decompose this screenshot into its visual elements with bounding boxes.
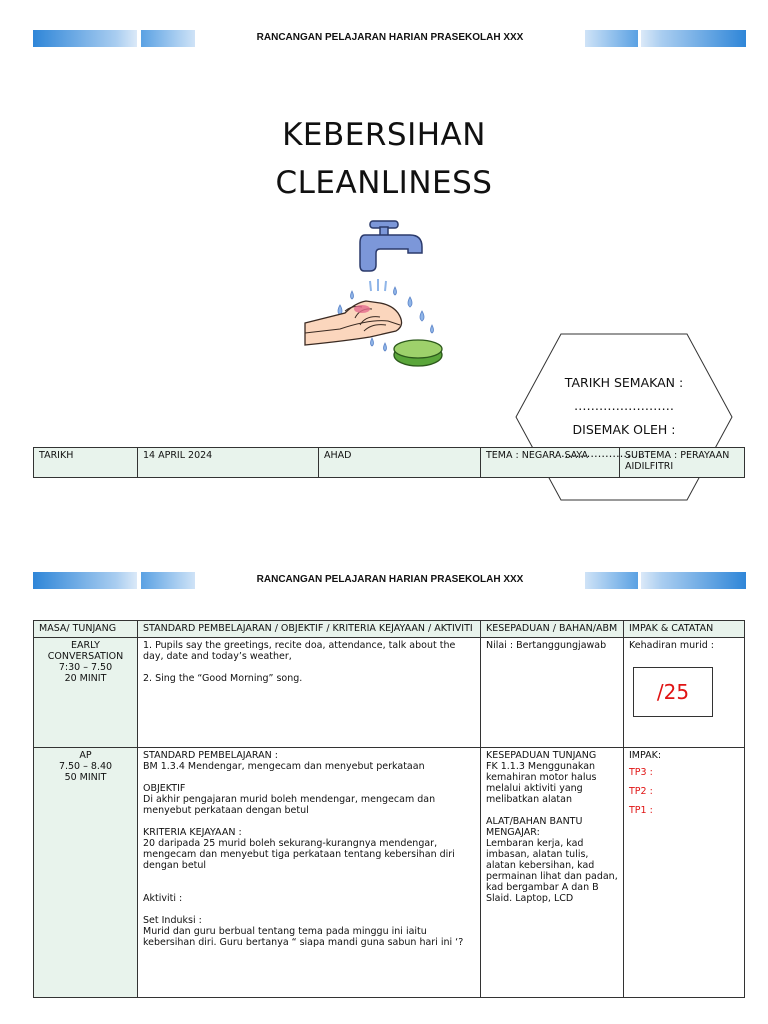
bahan-text: Lembaran kerja, kad imbasan, alatan tulis, alatan kebersihan, kad permainan lihat dan padan, kad bergambar A dan B Slaid. Laptop, LCD — [486, 838, 618, 904]
objektif-text: Di akhir pengajaran murid boleh mendengar, mengecam dan menyebut perkataan dengan betul — [143, 794, 436, 816]
subtema-cell: SUBTEMA : PERAYAAN AIDILFITRI — [620, 448, 745, 478]
tarikh-label-cell: TARIKH — [34, 448, 138, 478]
plan-header-row — [34, 621, 745, 638]
header-bar-left-small — [141, 30, 195, 47]
activity-text: 1. Pupils say the greetings, recite doa, attendance, talk about the day, date and today’s weather, — [143, 640, 456, 662]
header-bar-right-small-2 — [585, 572, 638, 589]
masa-line: CONVERSATION — [47, 651, 124, 662]
kehadiran-value: /25 — [656, 680, 690, 704]
page2-header-title: RANCANGAN PELAJARAN HARIAN PRASEKOLAH XXX — [256, 574, 524, 585]
masa-early-cell — [34, 638, 138, 748]
header-bar-left-2 — [33, 572, 137, 589]
kriteria-text: 20 daripada 25 murid boleh sekurang-kurangnya mendengar, mengecam dan menyebut tiga perkataan tentang kebersihan diri dengan betul — [143, 838, 455, 871]
kesepaduan-ap-cell — [481, 748, 624, 998]
date-cell: 14 APRIL 2024 — [138, 448, 319, 478]
kesepaduan-label: KESEPADUAN TUNJANG — [486, 750, 597, 761]
bahan-label: ALAT/BAHAN BANTU MENGAJAR: — [486, 816, 583, 838]
header-bar-left-small-2 — [141, 572, 195, 589]
handwashing-illustration — [300, 213, 465, 373]
title-cleanliness: CLEANLINESS — [275, 165, 493, 201]
page1-header-title: RANCANGAN PELAJARAN HARIAN PRASEKOLAH XXX — [256, 32, 524, 43]
masa-line: EARLY — [71, 640, 100, 651]
soap-icon — [394, 340, 442, 366]
activity-early-cell — [138, 638, 481, 748]
kesepaduan-early-cell: Nilai : Bertanggungjawab — [481, 638, 624, 748]
disemak-oleh-dots: …………………… — [561, 447, 649, 460]
tp3-label: TP3 : — [629, 767, 653, 778]
induksi-label: Set Induksi : — [143, 915, 202, 926]
masa-line: 7:30 – 7.50 — [58, 662, 113, 673]
tp1-label: TP1 : — [629, 805, 653, 816]
sp-label: STANDARD PEMBELAJARAN : — [143, 750, 278, 761]
masa-line: 50 MINIT — [64, 772, 107, 783]
tarikh-semakan-label: TARIKH SEMAKAN : — [564, 375, 684, 390]
tema-text: TEMA : NEGARA SAYA — [486, 450, 588, 461]
disemak-oleh-label: DISEMAK OLEH : — [572, 422, 676, 437]
activity-ap-cell — [138, 748, 481, 998]
objektif-label: OBJEKTIF — [143, 783, 186, 794]
kesepaduan-text: FK 1.1.3 Menggunakan kemahiran motor halus melalui aktiviti yang melibatkan alatan — [486, 761, 597, 805]
header-bar-right-2 — [641, 572, 746, 589]
masa-line: 20 MINIT — [64, 673, 107, 684]
impak-ap-cell — [624, 748, 745, 998]
sp-text: BM 1.3.4 Mendengar, mengecam dan menyebut perkataan — [143, 761, 425, 772]
kriteria-label: KRITERIA KEJAYAAN : — [143, 827, 242, 838]
plan-row-early — [34, 638, 745, 748]
header-bar-right — [641, 30, 746, 47]
col-masa: MASA/ TUNJANG — [34, 621, 138, 638]
masa-line: AP — [79, 750, 92, 761]
aktiviti-label: Aktiviti : — [143, 893, 183, 904]
impak-early-cell — [624, 638, 745, 748]
lesson-plan-table — [33, 620, 745, 998]
header-bar-right-small — [585, 30, 638, 47]
activity-text: 2. Sing the “Good Morning” song. — [143, 673, 303, 684]
col-kesepaduan: KESEPADUAN / BAHAN/ABM — [481, 621, 624, 638]
kehadiran-box — [633, 667, 713, 717]
masa-line: 7.50 – 8.40 — [58, 761, 113, 772]
col-impak: IMPAK & CATATAN — [624, 621, 745, 638]
day-cell: AHAD — [319, 448, 481, 478]
title-kebersihan: KEBERSIHAN — [282, 117, 486, 153]
faucet-icon — [360, 221, 422, 271]
induksi-text: Murid dan guru berbual tentang tema pada minggu ini iaitu kebersihan diri. Guru bertanya “ siapa mandi guna sabun hari ini ‘? — [143, 926, 464, 948]
plan-row-ap — [34, 748, 745, 998]
tarikh-semakan-dots: …………………… — [574, 398, 674, 413]
tp2-label: TP2 : — [629, 786, 653, 797]
hands-icon — [305, 301, 402, 345]
kehadiran-label: Kehadiran murid : — [629, 640, 714, 651]
impak-label: IMPAK: — [629, 750, 662, 761]
header-bar-left — [33, 30, 137, 47]
masa-ap-cell — [34, 748, 138, 998]
col-standard: STANDARD PEMBELAJARAN / OBJEKTIF / KRITERIA KEJAYAAN / AKTIVITI — [138, 621, 481, 638]
